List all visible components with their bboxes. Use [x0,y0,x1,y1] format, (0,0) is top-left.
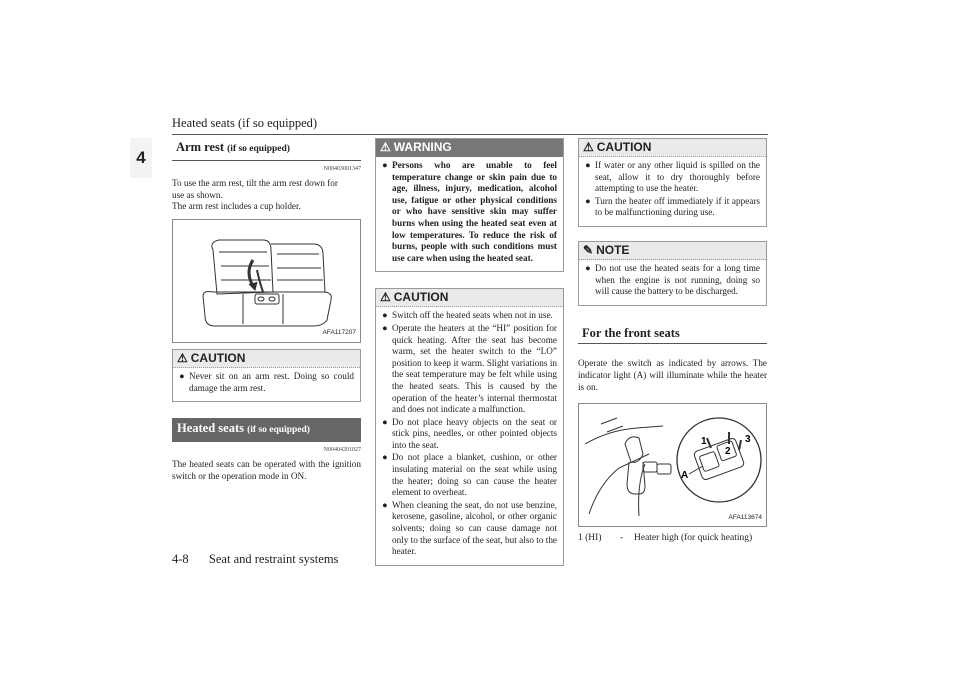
bullet-icon: ● [382,416,388,427]
note-label: NOTE [596,242,630,257]
armrest-caution-item [179,371,354,394]
chapter-tab: 4 [130,138,152,178]
caution-item [585,196,760,219]
header-rule [172,134,768,135]
note-header [579,242,766,260]
armrest-figure [172,219,361,343]
bullet-icon: ● [382,499,388,510]
bullet-icon: ● [382,322,388,333]
heated-heading-text: Heated seats [177,421,244,436]
caution-item-text: Switch off the heated seats when not in use. [392,310,553,321]
switch-figure-id: AFA113674 [728,513,762,521]
armrest-line-1: To use the arm rest, tilt the arm rest down for [172,178,338,189]
armrest-heading-text: Arm rest [176,140,225,154]
heater-position-row [578,533,767,545]
bullet-icon: ● [382,310,388,321]
warning-triangle-icon: ⚠ [177,350,188,365]
caution-item-text: Operate the heaters at the “HI” position for quick heating. After the seat has become warm, set the heater switch to the “LO” position to keep it warm. Slight variations in the seat temperature may be felt while using the heated seats. This is caused by the operation of the heater’s internal thermostat and does not indicate a malfunction. [392,322,557,415]
rear-seat-armrest-illustration [173,220,360,342]
page-footer [172,552,338,567]
callout-a: A [681,470,689,482]
note-pencil-icon: ✎ [583,242,594,257]
armrest-caution-header [173,350,360,368]
caution-item-text: If water or any other liquid is spilled on the seat, allow it to dry thoroughly before attempting to use the heater. [595,160,760,194]
warning-triangle-icon: ⚠ [380,140,391,155]
caution-item [585,160,760,195]
warning-text: Persons who are unable to feel temperature change or skin pain due to age, illness, injury, medication, alcohol use, fatigue or other physical conditions or who have sensitive skin may suffer burns when using the heated seat even at low temperatures. To reduce the risk of burns, people with such conditions must use care when using the heated seat. [392,160,557,263]
armrest-line-3: The arm rest includes a cup holder. [172,201,301,212]
running-header: Heated seats (if so equipped) [172,116,318,130]
heated-caution-label: CAUTION [393,290,449,305]
armrest-caution-text: Never sit on an arm rest. Doing so could damage the arm rest. [189,370,354,393]
warning-triangle-icon: ⚠ [583,139,594,154]
heated-caution-header [376,289,563,307]
warning-item [382,160,557,264]
caution-item-text: Turn the heater off immediately if it appears to be malfunctioning during use. [595,195,760,218]
heated-paragraph: The heated seats can be operated with the ignition switch or the operation mode in ON. [172,459,361,481]
armrest-caution-label: CAUTION [190,350,246,365]
col3-caution-label: CAUTION [596,139,652,154]
bullet-icon: ● [585,160,591,170]
bullet-icon: ● [585,195,591,206]
warning-label: WARNING [393,140,452,155]
caution-item-text: Do not place heavy objects on the seat or stick pins, needles, or other pointed objects into the seat. [392,416,557,450]
col3-caution-header [579,139,766,157]
caution-item [382,452,557,498]
caution-item [382,500,557,558]
heater-position-dash: - [620,533,624,544]
caution-item [382,417,557,452]
heater-position-num: 1 (HI) [578,533,602,544]
armrest-caution-box [172,349,361,402]
bullet-icon: ● [179,370,185,381]
heated-caution-box [375,288,564,565]
note-item [585,263,760,298]
front-seats-paragraph: Operate the switch as indicated by arrows. The indicator light (A) will illuminate while the heater is on. [578,358,767,392]
caution-item-text: When cleaning the seat, do not use benzine, kerosene, gasoline, alcohol, or other organic solvents; doing so can cause damage not only to the surface of the seat, but also to the heater. [392,499,557,557]
bullet-icon: ● [585,262,591,273]
armrest-figure-id: AFA117207 [322,329,356,337]
heated-heading-suffix: (if so equipped) [247,425,310,436]
page-number: 4-8 [172,552,189,566]
warning-triangle-icon: ⚠ [380,290,391,305]
caution-item [382,323,557,416]
note-item-text: Do not use the heated seats for a long time when the engine is not running, doing so will cause the battery to be discharged. [595,262,760,297]
armrest-line-2: use as shown. [172,189,223,200]
col3-caution-box [578,138,767,227]
console-switch-illustration [579,404,766,526]
callout-2: 2 [725,446,731,458]
caution-item-text: Do not place a blanket, cushion, or other insulating material on the seat while using the heater; doing so can cause the heater element to overheat. [392,452,557,498]
heated-code: N00404201027 [323,446,361,453]
armrest-heading-suffix: (if so equipped) [227,144,290,154]
heated-seats-heading [172,418,361,442]
caution-item [382,310,557,322]
warning-header [376,139,563,157]
armrest-paragraph [172,178,361,213]
bullet-icon: ● [382,160,388,170]
heater-position-desc: Heater high (for quick heating) [634,533,753,544]
bullet-icon: ● [382,452,388,463]
column-1 [172,138,361,486]
switch-figure [578,403,767,527]
warning-box [375,138,564,272]
note-box [578,241,767,306]
column-3 [578,138,767,545]
callout-3: 3 [745,434,751,446]
armrest-code: N00403001347 [323,165,361,172]
armrest-heading [172,138,361,161]
column-2 [375,138,564,566]
callout-1: 1 [701,436,707,448]
front-seats-heading: For the front seats [578,324,767,345]
footer-section: Seat and restraint systems [208,552,339,566]
